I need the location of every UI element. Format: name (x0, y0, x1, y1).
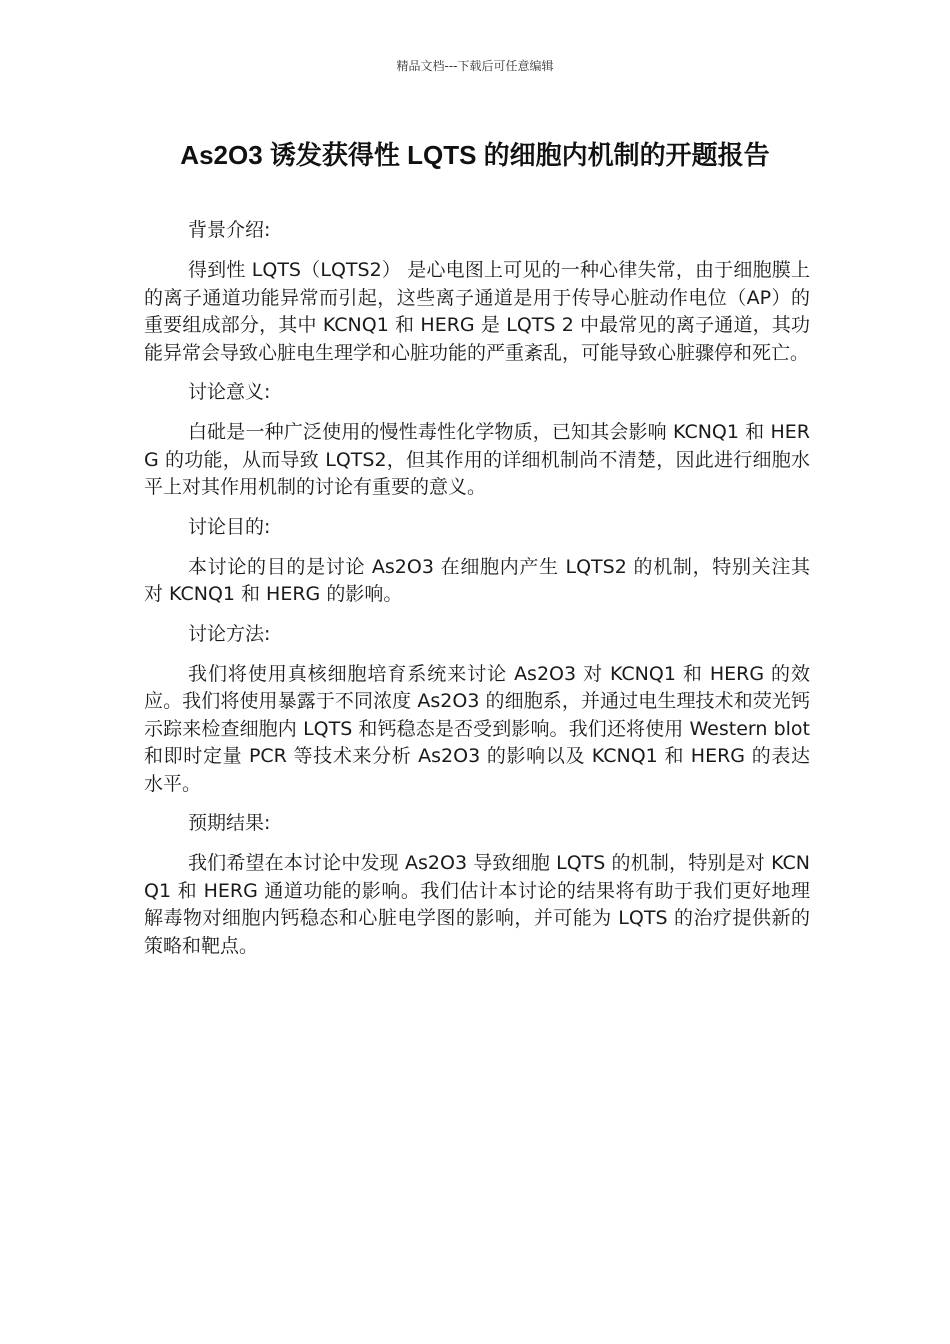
section-heading-background: 背景介绍: (188, 219, 271, 241)
section-heading-purpose: 讨论目的: (188, 515, 271, 538)
section-heading-significance: 讨论意义: (188, 381, 271, 403)
page-header: 精品文档---下载后可任意编辑 (396, 59, 554, 73)
section-body-background: 得到性 LQTS（LQTS2） 是心电图上可见的一种心律失常，由于细胞膜上的离子通道功能异常而引起，这些离子通道是用于传导心脏动作电位（AP）的重要组成部分，其中 KCNQ1 和 HERG 是 LQTS 2 中最常见的离子通道，其功能异常会导致心脏电生理学和心脏功能的严重紊乱，可能导致心脏骤停和死亡。 (144, 259, 810, 364)
document-body (144, 217, 810, 972)
section-body-purpose: 本讨论的目的是讨论 As2O3 在细胞内产生 LQTS2 的机制，特别关注其对 KCNQ1 和 HERG 的影响。 (144, 555, 810, 605)
section-body-expected-results: 我们希望在本讨论中发现 As2O3 导致细胞 LQTS 的机制，特别是对 KCNQ1 和 HERG 通道功能的影响。我们估计本讨论的结果将有助于我们更好地理解毒物对细胞内钙稳态和心脏电学图的影响，并可能为 LQTS 的治疗提供新的策略和靶点。 (144, 852, 810, 957)
section-body-methods: 我们将使用真核细胞培育系统来讨论 As2O3 对 KCNQ1 和 HERG 的效应。我们将使用暴露于不同浓度 As2O3 的细胞系，并通过电生理技术和荧光钙示踪来检查细胞内 LQTS 和钙稳态是否受到影响。我们还将使用 Western blot 和即时定量 PCR 等技术来分析 As2O3 的影响以及 KCNQ1 和 HERG 的表达水平。 (144, 662, 810, 795)
section-body-significance: 白砒是一种广泛使用的慢性毒性化学物质，已知其会影响 KCNQ1 和 HERG 的功能，从而导致 LQTS2，但其作用的详细机制尚不清楚，因此进行细胞水平上对其作用机制的讨论有重要的意义。 (144, 421, 810, 498)
section-heading-expected-results: 预期结果: (188, 812, 271, 834)
section-heading-methods: 讨论方法: (188, 622, 271, 645)
document-title: As2O3 诱发获得性 LQTS 的细胞内机制的开题报告 (180, 140, 770, 170)
